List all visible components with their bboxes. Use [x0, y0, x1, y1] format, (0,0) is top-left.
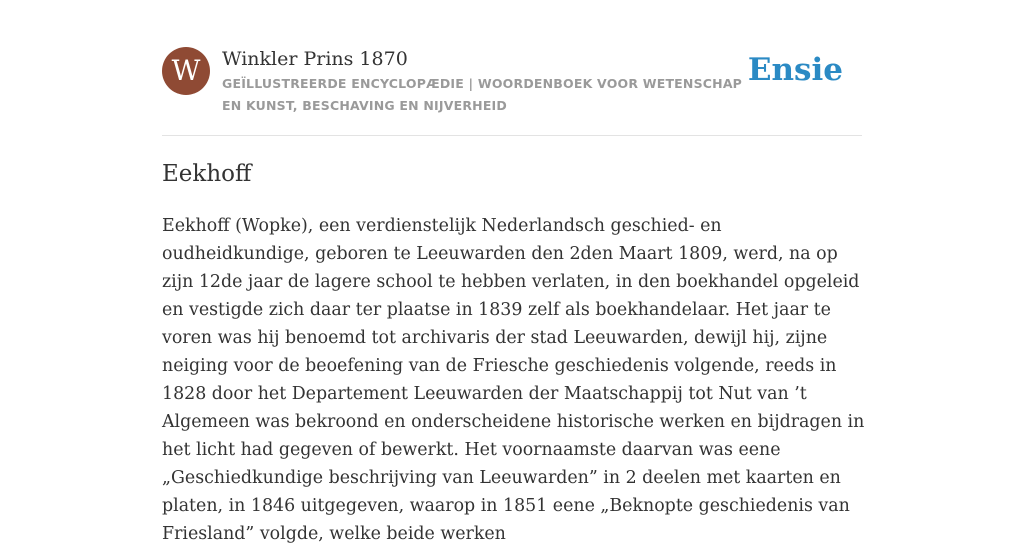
source-avatar[interactable]: W	[162, 47, 210, 95]
source-title-link[interactable]: Winkler Prins 1870	[222, 48, 408, 70]
entry-body: Eekhoff (Wopke), een verdienstelijk Nederlandsch geschied- en oudheidkundige, geboren te Leeuwarden den 2den Maart 1809, werd, na op zijn 12de jaar de lagere school te hebben verlaten, in den boekhandel opgeleid en vestigde zich daar ter plaatse in 1839 zelf als boekhandelaar. Het jaar te voren was hij benoemd tot archivaris der stad Leeuwarden, dewijl hij, zijne neiging voor de beoefening van de Friesche geschiedenis volgende, reeds in 1828 door het Departement Leeuwarden der Maatschappij tot Nut van ’t Algemeen was bekroond en onderscheidene historische werken en bijdragen in het licht had gegeven of bewerkt. Het voornaamste daarvan was eene „Geschiedkundige beschrijving van Leeuwarden” in 2 deelen met kaarten en platen, in 1846 uitgegeven, waarop in 1851 eene „Beknopte geschiedenis van Friesland” volgde, welke beide werken	[162, 216, 865, 544]
ensie-logo[interactable]: Ensie	[747, 52, 843, 88]
source-subtitle: GEÏLLUSTREERDE ENCYCLOPÆDIE | WOORDENBOEK VOOR WETENSCHAP EN KUNST, BESCHAVING EN NIJVERHEID	[222, 76, 743, 113]
entry-title: Eekhoff	[162, 161, 252, 187]
source-header	[162, 47, 862, 136]
